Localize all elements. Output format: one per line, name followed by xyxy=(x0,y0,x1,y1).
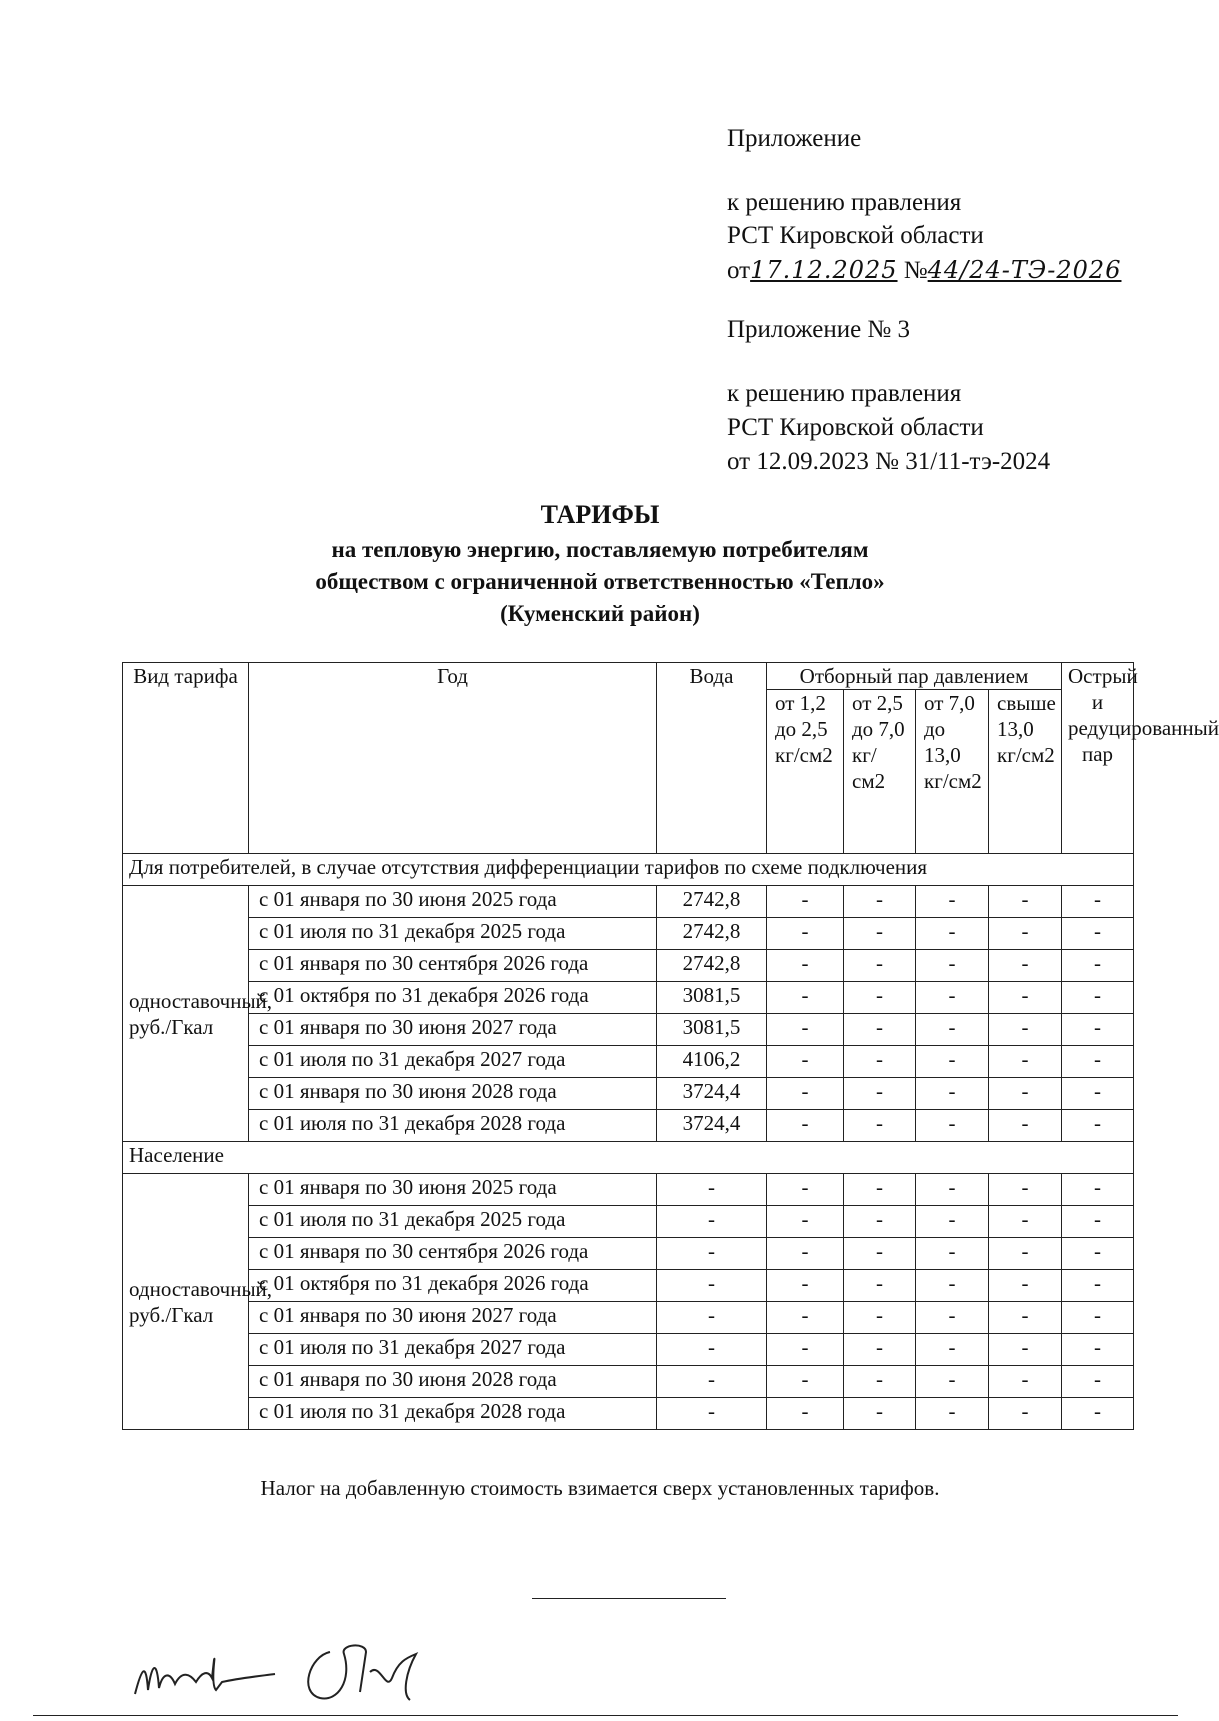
doc-subtitle-1: на тепловую энергию, поставляемую потребителям xyxy=(331,537,869,562)
water-tariff-cell: - xyxy=(657,1174,767,1206)
steam-tariff-cell: - xyxy=(916,1398,989,1430)
steam-tariff-cell: - xyxy=(916,1206,989,1238)
doc-subtitle-2: обществом с ограниченной ответственностью «Тепло» xyxy=(315,569,885,594)
table-row xyxy=(123,1270,1134,1302)
decision2-line1: к решению правления xyxy=(727,380,962,407)
steam-tariff-cell: - xyxy=(1062,1206,1134,1238)
col-steam-header: Отборный пар давлением xyxy=(767,663,1062,690)
period-cell: с 01 января по 30 июня 2027 года xyxy=(249,1302,657,1334)
water-tariff-cell: 3724,4 xyxy=(657,1110,767,1142)
tariff-table xyxy=(122,662,1219,1430)
steam-tariff-cell: - xyxy=(916,918,989,950)
table-row xyxy=(123,1014,1134,1046)
steam-tariff-cell: - xyxy=(844,1238,916,1270)
section-1-label: Для потребителей, в случае отсутствия дифференциации тарифов по схеме подключения xyxy=(123,854,1134,886)
table-row xyxy=(123,1398,1134,1430)
decision2-org: РСТ Кировской области xyxy=(727,414,984,441)
water-tariff-cell: - xyxy=(657,1302,767,1334)
steam-tariff-cell: - xyxy=(767,1238,844,1270)
steam-tariff-cell: - xyxy=(844,1366,916,1398)
steam-tariff-cell: - xyxy=(767,1334,844,1366)
steam-tariff-cell: - xyxy=(989,1014,1062,1046)
steam-tariff-cell: - xyxy=(1062,1078,1134,1110)
steam-tariff-cell: - xyxy=(1062,982,1134,1014)
water-tariff-cell: 4106,2 xyxy=(657,1046,767,1078)
separator-line xyxy=(532,1598,726,1599)
steam-tariff-cell: - xyxy=(989,1046,1062,1078)
section-2-label: Население xyxy=(123,1142,1134,1174)
steam-tariff-cell: - xyxy=(916,1014,989,1046)
section-row xyxy=(123,854,1134,886)
col-kind-header: Вид тарифа xyxy=(123,663,249,854)
steam-tariff-cell: - xyxy=(1062,950,1134,982)
steam-tariff-cell: - xyxy=(989,1110,1062,1142)
steam-tariff-cell: - xyxy=(1062,1334,1134,1366)
steam-tariff-cell: - xyxy=(767,1398,844,1430)
col-year-header: Год xyxy=(249,663,657,854)
appendix-3-label: Приложение № 3 xyxy=(727,316,911,343)
steam-tariff-cell: - xyxy=(916,982,989,1014)
steam-tariff-cell: - xyxy=(767,950,844,982)
from-prefix: от xyxy=(727,257,751,284)
section-row xyxy=(123,1142,1134,1174)
steam-tariff-cell: - xyxy=(916,1270,989,1302)
steam-tariff-cell: - xyxy=(767,1206,844,1238)
steam-tariff-cell: - xyxy=(989,1302,1062,1334)
steam-tariff-cell: - xyxy=(989,1238,1062,1270)
decision2-ref: от 12.09.2023 № 31/11-тэ-2024 xyxy=(727,448,1051,475)
steam-tariff-cell: - xyxy=(844,886,916,918)
tariff-kind-cell: одноставочный, руб./Гкал xyxy=(123,886,249,1142)
steam-tariff-cell: - xyxy=(844,1270,916,1302)
steam-tariff-cell: - xyxy=(916,1366,989,1398)
steam-tariff-cell: - xyxy=(844,918,916,950)
table-row xyxy=(123,950,1134,982)
steam-tariff-cell: - xyxy=(1062,1174,1134,1206)
steam-tariff-cell: - xyxy=(767,1078,844,1110)
steam-tariff-cell: - xyxy=(767,1302,844,1334)
steam-tariff-cell: - xyxy=(1062,1014,1134,1046)
period-cell: с 01 октября по 31 декабря 2026 года xyxy=(249,982,657,1014)
steam-tariff-cell: - xyxy=(844,1302,916,1334)
bottom-rule xyxy=(33,1715,1178,1716)
steam-tariff-cell: - xyxy=(767,1110,844,1142)
period-cell: с 01 июля по 31 декабря 2025 года xyxy=(249,918,657,950)
water-tariff-cell: - xyxy=(657,1270,767,1302)
steam-tariff-cell: - xyxy=(989,1078,1062,1110)
steam-tariff-cell: - xyxy=(989,918,1062,950)
steam-tariff-cell: - xyxy=(1062,1238,1134,1270)
table-row xyxy=(123,1206,1134,1238)
steam-tariff-cell: - xyxy=(767,1046,844,1078)
table-row xyxy=(123,1334,1134,1366)
period-cell: с 01 января по 30 июня 2027 года xyxy=(249,1014,657,1046)
table-row xyxy=(123,1078,1134,1110)
steam-tariff-cell: - xyxy=(989,1366,1062,1398)
table-row xyxy=(123,1174,1134,1206)
steam-tariff-cell: - xyxy=(1062,1366,1134,1398)
steam-tariff-cell: - xyxy=(989,982,1062,1014)
col-steam-2-header: от 2,5 до 7,0 кг/см2 xyxy=(844,690,916,854)
table-row xyxy=(123,1238,1134,1270)
steam-tariff-cell: - xyxy=(844,1046,916,1078)
water-tariff-cell: - xyxy=(657,1366,767,1398)
col-steam-1-header: от 1,2 до 2,5 кг/см2 xyxy=(767,690,844,854)
steam-tariff-cell: - xyxy=(844,1334,916,1366)
period-cell: с 01 июля по 31 декабря 2027 года xyxy=(249,1046,657,1078)
doc-title: ТАРИФЫ xyxy=(540,500,660,529)
period-cell: с 01 июля по 31 декабря 2027 года xyxy=(249,1334,657,1366)
water-tariff-cell: - xyxy=(657,1334,767,1366)
steam-tariff-cell: - xyxy=(1062,1302,1134,1334)
decision-ref-line1: к решению правления xyxy=(727,189,962,216)
water-tariff-cell: 2742,8 xyxy=(657,886,767,918)
header-row-1 xyxy=(123,663,1134,690)
steam-tariff-cell: - xyxy=(1062,918,1134,950)
period-cell: с 01 января по 30 июня 2025 года xyxy=(249,886,657,918)
steam-tariff-cell: - xyxy=(1062,1110,1134,1142)
water-tariff-cell: 3081,5 xyxy=(657,982,767,1014)
period-cell: с 01 июля по 31 декабря 2028 года xyxy=(249,1398,657,1430)
period-cell: с 01 июля по 31 декабря 2025 года xyxy=(249,1206,657,1238)
steam-tariff-cell: - xyxy=(1062,1046,1134,1078)
handwritten-number: 44/24-ТЭ-2026 xyxy=(927,256,1122,284)
handwritten-signatures xyxy=(130,1632,450,1712)
water-tariff-cell: 3724,4 xyxy=(657,1078,767,1110)
col-water-header: Вода xyxy=(657,663,767,854)
steam-tariff-cell: - xyxy=(767,1174,844,1206)
water-tariff-cell: 2742,8 xyxy=(657,918,767,950)
steam-tariff-cell: - xyxy=(989,1270,1062,1302)
steam-tariff-cell: - xyxy=(844,1014,916,1046)
steam-tariff-cell: - xyxy=(844,1398,916,1430)
steam-tariff-cell: - xyxy=(916,950,989,982)
steam-tariff-cell: - xyxy=(916,1238,989,1270)
handwritten-date: 17.12.2025 xyxy=(750,256,898,284)
steam-tariff-cell: - xyxy=(767,1270,844,1302)
water-tariff-cell: 2742,8 xyxy=(657,950,767,982)
water-tariff-cell: 3081,5 xyxy=(657,1014,767,1046)
table-row xyxy=(123,1366,1134,1398)
steam-tariff-cell: - xyxy=(989,1334,1062,1366)
steam-tariff-cell: - xyxy=(916,1078,989,1110)
period-cell: с 01 января по 30 сентября 2026 года xyxy=(249,950,657,982)
table-row xyxy=(123,886,1134,918)
period-cell: с 01 января по 30 июня 2028 года xyxy=(249,1366,657,1398)
steam-tariff-cell: - xyxy=(989,950,1062,982)
steam-tariff-cell: - xyxy=(916,1110,989,1142)
appendix-label: Приложение xyxy=(727,125,862,152)
steam-tariff-cell: - xyxy=(916,886,989,918)
period-cell: с 01 июля по 31 декабря 2028 года xyxy=(249,1110,657,1142)
decision-ref-org: РСТ Кировской области xyxy=(727,222,984,249)
steam-tariff-cell: - xyxy=(767,886,844,918)
steam-tariff-cell: - xyxy=(1062,886,1134,918)
steam-tariff-cell: - xyxy=(844,1174,916,1206)
steam-tariff-cell: - xyxy=(916,1302,989,1334)
steam-tariff-cell: - xyxy=(989,886,1062,918)
steam-tariff-cell: - xyxy=(844,1206,916,1238)
steam-tariff-cell: - xyxy=(989,1174,1062,1206)
period-cell: с 01 января по 30 июня 2028 года xyxy=(249,1078,657,1110)
col-steam-4-header: свыше 13,0 кг/см2 xyxy=(989,690,1062,854)
steam-tariff-cell: - xyxy=(767,1366,844,1398)
steam-tariff-cell: - xyxy=(916,1174,989,1206)
steam-tariff-cell: - xyxy=(844,1110,916,1142)
steam-tariff-cell: - xyxy=(767,918,844,950)
steam-tariff-cell: - xyxy=(767,982,844,1014)
table-row xyxy=(123,982,1134,1014)
steam-tariff-cell: - xyxy=(989,1398,1062,1430)
period-cell: с 01 октября по 31 декабря 2026 года xyxy=(249,1270,657,1302)
decision-ref-number xyxy=(727,253,1121,288)
steam-tariff-cell: - xyxy=(844,1078,916,1110)
steam-tariff-cell: - xyxy=(844,950,916,982)
number-prefix: № xyxy=(903,257,928,284)
steam-tariff-cell: - xyxy=(844,982,916,1014)
col-steam-3-header: от 7,0 до 13,0 кг/см2 xyxy=(916,690,989,854)
steam-tariff-cell: - xyxy=(767,1014,844,1046)
vat-note: Налог на добавленную стоимость взимается сверх установленных тарифов. xyxy=(260,1476,940,1500)
steam-tariff-cell: - xyxy=(1062,1270,1134,1302)
water-tariff-cell: - xyxy=(657,1238,767,1270)
steam-tariff-cell: - xyxy=(989,1206,1062,1238)
steam-tariff-cell: - xyxy=(916,1334,989,1366)
table-row xyxy=(123,918,1134,950)
col-sharp-steam-header: Острый и редуцированный пар xyxy=(1062,663,1134,854)
table-row xyxy=(123,1110,1134,1142)
steam-tariff-cell: - xyxy=(1062,1398,1134,1430)
water-tariff-cell: - xyxy=(657,1206,767,1238)
water-tariff-cell: - xyxy=(657,1398,767,1430)
period-cell: с 01 января по 30 июня 2025 года xyxy=(249,1174,657,1206)
steam-tariff-cell: - xyxy=(916,1046,989,1078)
period-cell: с 01 января по 30 сентября 2026 года xyxy=(249,1238,657,1270)
doc-subtitle-3: (Куменский район) xyxy=(500,601,700,626)
table-row xyxy=(123,1302,1134,1334)
tariff-kind-cell: одноставочный, руб./Гкал xyxy=(123,1174,249,1430)
table-row xyxy=(123,1046,1134,1078)
